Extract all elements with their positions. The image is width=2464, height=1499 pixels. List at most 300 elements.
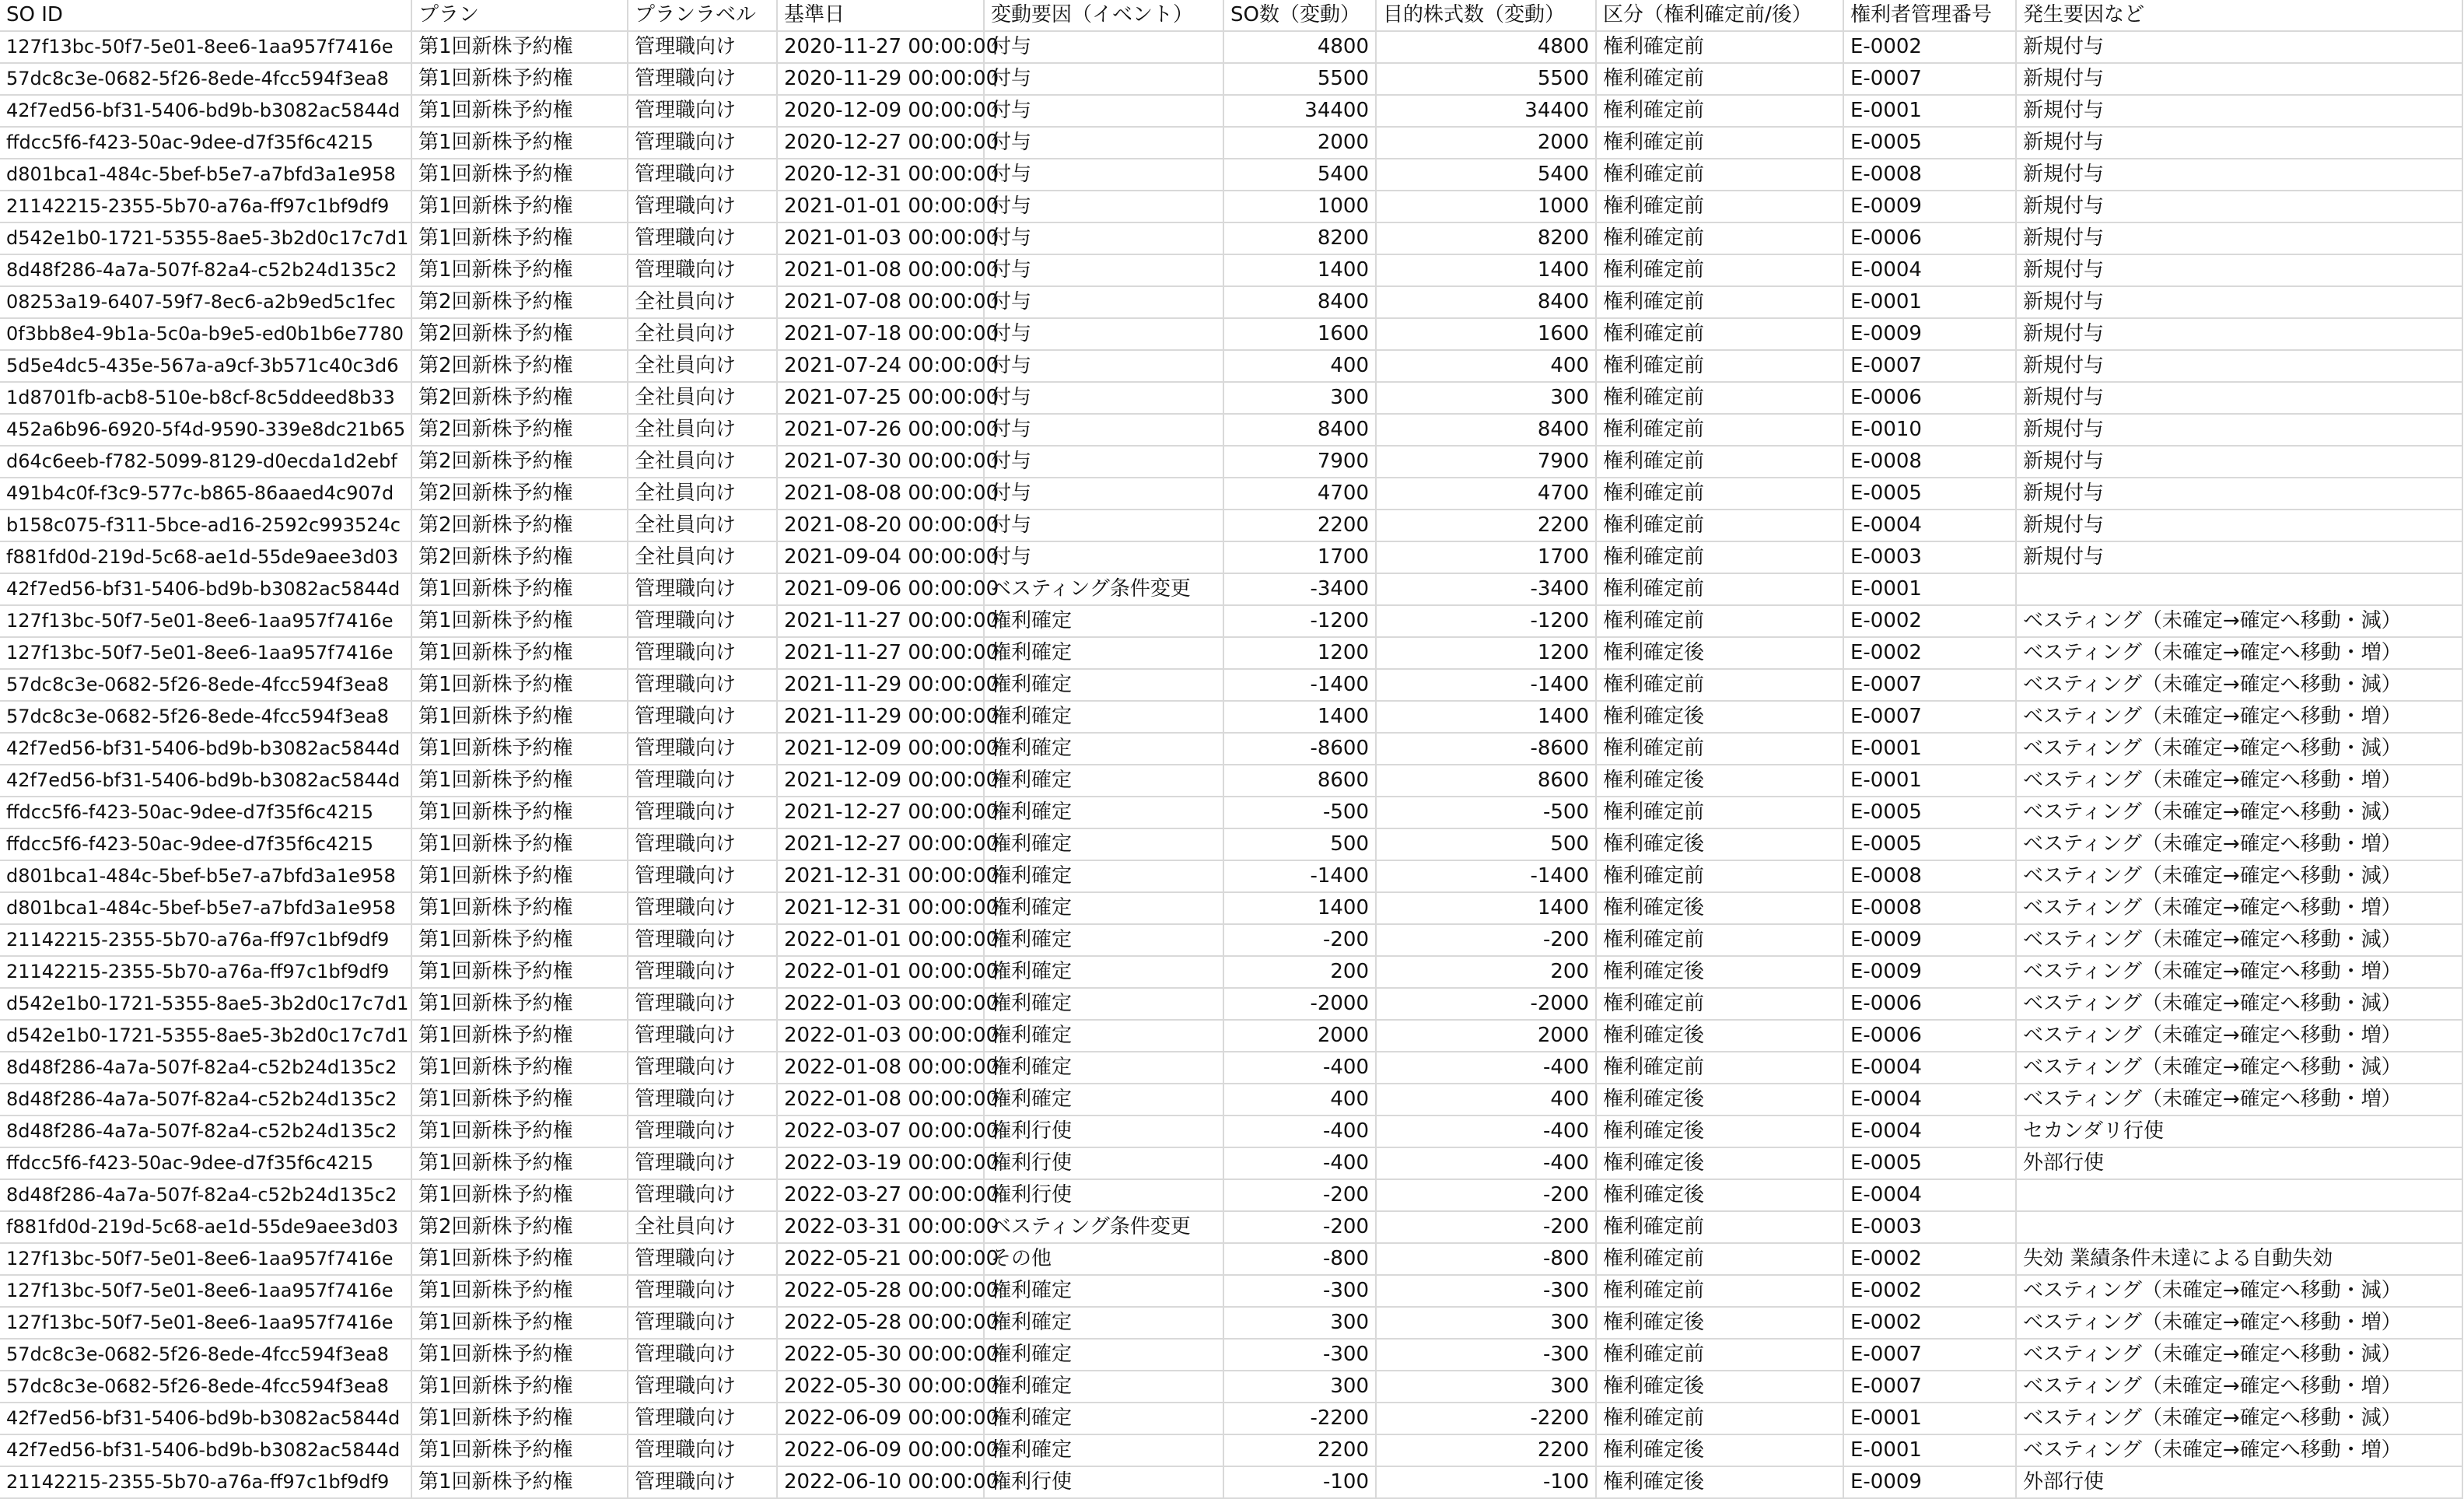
share-count-cell[interactable]: -500 bbox=[1376, 797, 1596, 828]
plan-label-cell[interactable]: 管理職向け bbox=[628, 159, 777, 191]
plan-label-cell[interactable]: 管理職向け bbox=[628, 31, 777, 63]
column-header-so-count[interactable]: SO数（変動） bbox=[1223, 0, 1376, 31]
base-date-cell[interactable]: 2022-03-07 00:00:00 bbox=[777, 1115, 984, 1147]
reason-cell[interactable]: ベスティング（未確定→確定へ移動・増） bbox=[2016, 765, 2462, 797]
base-date-cell[interactable]: 2022-06-09 00:00:00 bbox=[777, 1403, 984, 1434]
holder-id-cell[interactable]: E-0006 bbox=[1843, 222, 2016, 254]
reason-cell[interactable]: 新規付与 bbox=[2016, 414, 2462, 446]
plan-label-cell[interactable]: 管理職向け bbox=[628, 191, 777, 222]
base-date-cell[interactable]: 2022-01-01 00:00:00 bbox=[777, 956, 984, 988]
share-count-cell[interactable]: -2000 bbox=[1376, 988, 1596, 1020]
vesting-status-cell[interactable]: 権利確定前 bbox=[1596, 541, 1843, 573]
plan-cell[interactable]: 第1回新株予約権 bbox=[411, 637, 628, 669]
holder-id-cell[interactable]: E-0001 bbox=[1843, 573, 2016, 605]
holder-id-cell[interactable]: E-0004 bbox=[1843, 1084, 2016, 1115]
vesting-status-cell[interactable]: 権利確定前 bbox=[1596, 127, 1843, 159]
holder-id-cell[interactable]: E-0008 bbox=[1843, 446, 2016, 478]
vesting-status-cell[interactable]: 権利確定前 bbox=[1596, 860, 1843, 892]
holder-id-cell[interactable]: E-0005 bbox=[1843, 478, 2016, 510]
base-date-cell[interactable]: 2021-07-25 00:00:00 bbox=[777, 382, 984, 414]
holder-id-cell[interactable]: E-0010 bbox=[1843, 414, 2016, 446]
event-cell[interactable]: 権利確定 bbox=[984, 924, 1223, 956]
column-header-event[interactable]: 変動要因（イベント） bbox=[984, 0, 1223, 31]
reason-cell[interactable]: ベスティング（未確定→確定へ移動・増） bbox=[2016, 1020, 2462, 1052]
so-id-cell[interactable]: 8d48f286-4a7a-507f-82a4-c52b24d135c2 bbox=[0, 1084, 411, 1115]
base-date-cell[interactable]: 2022-05-21 00:00:00 bbox=[777, 1243, 984, 1275]
vesting-status-cell[interactable]: 権利確定前 bbox=[1596, 1243, 1843, 1275]
vesting-status-cell[interactable]: 権利確定前 bbox=[1596, 733, 1843, 765]
plan-cell[interactable]: 第1回新株予約権 bbox=[411, 988, 628, 1020]
so-id-cell[interactable]: 21142215-2355-5b70-a76a-ff97c1bf9df9 bbox=[0, 1466, 411, 1498]
reason-cell[interactable]: ベスティング（未確定→確定へ移動・増） bbox=[2016, 892, 2462, 924]
so-count-cell[interactable]: -8600 bbox=[1223, 733, 1376, 765]
plan-cell[interactable]: 第1回新株予約権 bbox=[411, 191, 628, 222]
holder-id-cell[interactable]: E-0004 bbox=[1843, 1179, 2016, 1211]
event-cell[interactable]: 権利確定 bbox=[984, 956, 1223, 988]
event-cell[interactable]: 権利確定 bbox=[984, 892, 1223, 924]
so-count-cell[interactable]: 2200 bbox=[1223, 510, 1376, 541]
plan-label-cell[interactable]: 全社員向け bbox=[628, 414, 777, 446]
plan-cell[interactable]: 第1回新株予約権 bbox=[411, 1243, 628, 1275]
base-date-cell[interactable]: 2022-05-28 00:00:00 bbox=[777, 1307, 984, 1339]
plan-label-cell[interactable]: 管理職向け bbox=[628, 605, 777, 637]
event-cell[interactable]: 付与 bbox=[984, 159, 1223, 191]
so-count-cell[interactable]: 400 bbox=[1223, 350, 1376, 382]
base-date-cell[interactable]: 2021-09-06 00:00:00 bbox=[777, 573, 984, 605]
base-date-cell[interactable]: 2021-12-31 00:00:00 bbox=[777, 892, 984, 924]
vesting-status-cell[interactable]: 権利確定前 bbox=[1596, 446, 1843, 478]
event-cell[interactable]: 付与 bbox=[984, 31, 1223, 63]
reason-cell[interactable]: ベスティング（未確定→確定へ移動・増） bbox=[2016, 637, 2462, 669]
event-cell[interactable]: 付与 bbox=[984, 63, 1223, 95]
holder-id-cell[interactable]: E-0007 bbox=[1843, 1371, 2016, 1403]
plan-cell[interactable]: 第1回新株予約権 bbox=[411, 605, 628, 637]
share-count-cell[interactable]: -1400 bbox=[1376, 860, 1596, 892]
reason-cell[interactable]: ベスティング（未確定→確定へ移動・増） bbox=[2016, 701, 2462, 733]
so-id-cell[interactable]: 57dc8c3e-0682-5f26-8ede-4fcc594f3ea8 bbox=[0, 669, 411, 701]
plan-label-cell[interactable]: 全社員向け bbox=[628, 446, 777, 478]
share-count-cell[interactable]: -200 bbox=[1376, 924, 1596, 956]
vesting-status-cell[interactable]: 権利確定前 bbox=[1596, 222, 1843, 254]
so-id-cell[interactable]: b158c075-f311-5bce-ad16-2592c993524c bbox=[0, 510, 411, 541]
event-cell[interactable]: 付与 bbox=[984, 286, 1223, 318]
base-date-cell[interactable]: 2022-01-03 00:00:00 bbox=[777, 988, 984, 1020]
vesting-status-cell[interactable]: 権利確定前 bbox=[1596, 286, 1843, 318]
plan-cell[interactable]: 第1回新株予約権 bbox=[411, 860, 628, 892]
plan-cell[interactable]: 第2回新株予約権 bbox=[411, 478, 628, 510]
plan-label-cell[interactable]: 全社員向け bbox=[628, 478, 777, 510]
so-id-cell[interactable]: 127f13bc-50f7-5e01-8ee6-1aa957f7416e bbox=[0, 1307, 411, 1339]
reason-cell[interactable]: ベスティング（未確定→確定へ移動・減） bbox=[2016, 1403, 2462, 1434]
base-date-cell[interactable]: 2022-05-30 00:00:00 bbox=[777, 1371, 984, 1403]
so-id-cell[interactable]: 57dc8c3e-0682-5f26-8ede-4fcc594f3ea8 bbox=[0, 1339, 411, 1371]
so-id-cell[interactable]: d542e1b0-1721-5355-8ae5-3b2d0c17c7d1 bbox=[0, 222, 411, 254]
share-count-cell[interactable]: 8200 bbox=[1376, 222, 1596, 254]
column-header-holder-id[interactable]: 権利者管理番号 bbox=[1843, 0, 2016, 31]
holder-id-cell[interactable]: E-0001 bbox=[1843, 286, 2016, 318]
so-id-cell[interactable]: ffdcc5f6-f423-50ac-9dee-d7f35f6c4215 bbox=[0, 127, 411, 159]
vesting-status-cell[interactable]: 権利確定前 bbox=[1596, 31, 1843, 63]
so-count-cell[interactable]: -300 bbox=[1223, 1275, 1376, 1307]
plan-cell[interactable]: 第1回新株予約権 bbox=[411, 765, 628, 797]
so-count-cell[interactable]: 1200 bbox=[1223, 637, 1376, 669]
vesting-status-cell[interactable]: 権利確定後 bbox=[1596, 1020, 1843, 1052]
event-cell[interactable]: 付与 bbox=[984, 446, 1223, 478]
event-cell[interactable]: 権利確定 bbox=[984, 1084, 1223, 1115]
vesting-status-cell[interactable]: 権利確定前 bbox=[1596, 95, 1843, 127]
so-count-cell[interactable]: -200 bbox=[1223, 1211, 1376, 1243]
plan-cell[interactable]: 第1回新株予約権 bbox=[411, 254, 628, 286]
so-id-cell[interactable]: 42f7ed56-bf31-5406-bd9b-b3082ac5844d bbox=[0, 1403, 411, 1434]
share-count-cell[interactable]: -200 bbox=[1376, 1179, 1596, 1211]
so-count-cell[interactable]: -500 bbox=[1223, 797, 1376, 828]
vesting-status-cell[interactable]: 権利確定前 bbox=[1596, 63, 1843, 95]
plan-label-cell[interactable]: 管理職向け bbox=[628, 669, 777, 701]
plan-label-cell[interactable]: 管理職向け bbox=[628, 988, 777, 1020]
event-cell[interactable]: 権利確定 bbox=[984, 828, 1223, 860]
vesting-status-cell[interactable]: 権利確定前 bbox=[1596, 382, 1843, 414]
share-count-cell[interactable]: 5500 bbox=[1376, 63, 1596, 95]
share-count-cell[interactable]: -1200 bbox=[1376, 605, 1596, 637]
plan-cell[interactable]: 第2回新株予約権 bbox=[411, 510, 628, 541]
event-cell[interactable]: 権利確定 bbox=[984, 1403, 1223, 1434]
reason-cell[interactable]: 外部行使 bbox=[2016, 1466, 2462, 1498]
event-cell[interactable]: 権利確定 bbox=[984, 1371, 1223, 1403]
plan-cell[interactable]: 第1回新株予約権 bbox=[411, 1434, 628, 1466]
reason-cell[interactable]: ベスティング（未確定→確定へ移動・減） bbox=[2016, 797, 2462, 828]
plan-label-cell[interactable]: 管理職向け bbox=[628, 797, 777, 828]
share-count-cell[interactable]: 300 bbox=[1376, 382, 1596, 414]
holder-id-cell[interactable]: E-0004 bbox=[1843, 254, 2016, 286]
reason-cell[interactable]: 新規付与 bbox=[2016, 159, 2462, 191]
plan-cell[interactable]: 第1回新株予約権 bbox=[411, 63, 628, 95]
share-count-cell[interactable]: 2200 bbox=[1376, 1434, 1596, 1466]
reason-cell[interactable]: ベスティング（未確定→確定へ移動・増） bbox=[2016, 1371, 2462, 1403]
reason-cell[interactable]: ベスティング（未確定→確定へ移動・減） bbox=[2016, 605, 2462, 637]
reason-cell[interactable]: 新規付与 bbox=[2016, 350, 2462, 382]
event-cell[interactable]: 権利行使 bbox=[984, 1147, 1223, 1179]
base-date-cell[interactable]: 2021-07-18 00:00:00 bbox=[777, 318, 984, 350]
plan-cell[interactable]: 第1回新株予約権 bbox=[411, 222, 628, 254]
share-count-cell[interactable]: 2200 bbox=[1376, 510, 1596, 541]
base-date-cell[interactable]: 2022-05-30 00:00:00 bbox=[777, 1339, 984, 1371]
vesting-status-cell[interactable]: 権利確定前 bbox=[1596, 573, 1843, 605]
plan-cell[interactable]: 第1回新株予約権 bbox=[411, 701, 628, 733]
reason-cell[interactable]: セカンダリ行使 bbox=[2016, 1115, 2462, 1147]
so-id-cell[interactable]: d542e1b0-1721-5355-8ae5-3b2d0c17c7d1 bbox=[0, 988, 411, 1020]
reason-cell[interactable]: 新規付与 bbox=[2016, 31, 2462, 63]
base-date-cell[interactable]: 2022-03-19 00:00:00 bbox=[777, 1147, 984, 1179]
reason-cell[interactable]: 新規付与 bbox=[2016, 95, 2462, 127]
base-date-cell[interactable]: 2021-01-01 00:00:00 bbox=[777, 191, 984, 222]
so-id-cell[interactable]: 42f7ed56-bf31-5406-bd9b-b3082ac5844d bbox=[0, 733, 411, 765]
so-count-cell[interactable]: 1400 bbox=[1223, 892, 1376, 924]
so-count-cell[interactable]: -1400 bbox=[1223, 860, 1376, 892]
so-count-cell[interactable]: -2000 bbox=[1223, 988, 1376, 1020]
plan-cell[interactable]: 第1回新株予約権 bbox=[411, 669, 628, 701]
holder-id-cell[interactable]: E-0001 bbox=[1843, 1434, 2016, 1466]
share-count-cell[interactable]: -200 bbox=[1376, 1211, 1596, 1243]
so-id-cell[interactable]: 5d5e4dc5-435e-567a-a9cf-3b571c40c3d6 bbox=[0, 350, 411, 382]
vesting-status-cell[interactable]: 権利確定後 bbox=[1596, 1307, 1843, 1339]
base-date-cell[interactable]: 2021-09-04 00:00:00 bbox=[777, 541, 984, 573]
plan-cell[interactable]: 第1回新株予約権 bbox=[411, 733, 628, 765]
so-count-cell[interactable]: 8400 bbox=[1223, 286, 1376, 318]
so-id-cell[interactable]: d64c6eeb-f782-5099-8129-d0ecda1d2ebf bbox=[0, 446, 411, 478]
plan-cell[interactable]: 第1回新株予約権 bbox=[411, 1275, 628, 1307]
plan-cell[interactable]: 第2回新株予約権 bbox=[411, 286, 628, 318]
event-cell[interactable]: 付与 bbox=[984, 478, 1223, 510]
so-count-cell[interactable]: 200 bbox=[1223, 956, 1376, 988]
so-count-cell[interactable]: -1200 bbox=[1223, 605, 1376, 637]
base-date-cell[interactable]: 2022-03-27 00:00:00 bbox=[777, 1179, 984, 1211]
holder-id-cell[interactable]: E-0003 bbox=[1843, 541, 2016, 573]
base-date-cell[interactable]: 2022-01-08 00:00:00 bbox=[777, 1084, 984, 1115]
plan-cell[interactable]: 第2回新株予約権 bbox=[411, 382, 628, 414]
event-cell[interactable]: 権利確定 bbox=[984, 1307, 1223, 1339]
so-count-cell[interactable]: 2200 bbox=[1223, 1434, 1376, 1466]
reason-cell[interactable]: ベスティング（未確定→確定へ移動・減） bbox=[2016, 1052, 2462, 1084]
holder-id-cell[interactable]: E-0007 bbox=[1843, 350, 2016, 382]
share-count-cell[interactable]: 200 bbox=[1376, 956, 1596, 988]
share-count-cell[interactable]: 300 bbox=[1376, 1307, 1596, 1339]
vesting-status-cell[interactable]: 権利確定後 bbox=[1596, 828, 1843, 860]
so-id-cell[interactable]: 42f7ed56-bf31-5406-bd9b-b3082ac5844d bbox=[0, 1434, 411, 1466]
so-count-cell[interactable]: 1000 bbox=[1223, 191, 1376, 222]
column-header-reason[interactable]: 発生要因など bbox=[2016, 0, 2462, 31]
so-count-cell[interactable]: 8600 bbox=[1223, 765, 1376, 797]
reason-cell[interactable]: ベスティング（未確定→確定へ移動・減） bbox=[2016, 988, 2462, 1020]
holder-id-cell[interactable]: E-0001 bbox=[1843, 733, 2016, 765]
so-id-cell[interactable]: 21142215-2355-5b70-a76a-ff97c1bf9df9 bbox=[0, 191, 411, 222]
share-count-cell[interactable]: -300 bbox=[1376, 1275, 1596, 1307]
vesting-status-cell[interactable]: 権利確定後 bbox=[1596, 637, 1843, 669]
event-cell[interactable]: 付与 bbox=[984, 350, 1223, 382]
so-id-cell[interactable]: 0f3bb8e4-9b1a-5c0a-b9e5-ed0b1b6e7780 bbox=[0, 318, 411, 350]
reason-cell[interactable]: ベスティング（未確定→確定へ移動・増） bbox=[2016, 1084, 2462, 1115]
share-count-cell[interactable]: -400 bbox=[1376, 1147, 1596, 1179]
reason-cell[interactable]: ベスティング（未確定→確定へ移動・減） bbox=[2016, 924, 2462, 956]
vesting-status-cell[interactable]: 権利確定前 bbox=[1596, 669, 1843, 701]
plan-label-cell[interactable]: 管理職向け bbox=[628, 1371, 777, 1403]
plan-cell[interactable]: 第1回新株予約権 bbox=[411, 797, 628, 828]
plan-label-cell[interactable]: 管理職向け bbox=[628, 1020, 777, 1052]
so-id-cell[interactable]: ffdcc5f6-f423-50ac-9dee-d7f35f6c4215 bbox=[0, 828, 411, 860]
vesting-status-cell[interactable]: 権利確定後 bbox=[1596, 1147, 1843, 1179]
plan-cell[interactable]: 第1回新株予約権 bbox=[411, 1466, 628, 1498]
plan-cell[interactable]: 第2回新株予約権 bbox=[411, 414, 628, 446]
plan-cell[interactable]: 第1回新株予約権 bbox=[411, 1115, 628, 1147]
holder-id-cell[interactable]: E-0009 bbox=[1843, 924, 2016, 956]
event-cell[interactable]: 権利行使 bbox=[984, 1115, 1223, 1147]
event-cell[interactable]: 権利確定 bbox=[984, 1052, 1223, 1084]
event-cell[interactable]: 権利確定 bbox=[984, 1339, 1223, 1371]
so-count-cell[interactable]: 1400 bbox=[1223, 254, 1376, 286]
so-count-cell[interactable]: 2000 bbox=[1223, 1020, 1376, 1052]
share-count-cell[interactable]: -1400 bbox=[1376, 669, 1596, 701]
plan-label-cell[interactable]: 管理職向け bbox=[628, 1339, 777, 1371]
plan-cell[interactable]: 第1回新株予約権 bbox=[411, 1371, 628, 1403]
share-count-cell[interactable]: 7900 bbox=[1376, 446, 1596, 478]
so-id-cell[interactable]: 08253a19-6407-59f7-8ec6-a2b9ed5c1fec bbox=[0, 286, 411, 318]
plan-label-cell[interactable]: 全社員向け bbox=[628, 286, 777, 318]
vesting-status-cell[interactable]: 権利確定後 bbox=[1596, 1371, 1843, 1403]
base-date-cell[interactable]: 2021-12-09 00:00:00 bbox=[777, 733, 984, 765]
plan-label-cell[interactable]: 管理職向け bbox=[628, 127, 777, 159]
so-count-cell[interactable]: -3400 bbox=[1223, 573, 1376, 605]
plan-cell[interactable]: 第1回新株予約権 bbox=[411, 924, 628, 956]
column-header-share-count[interactable]: 目的株式数（変動） bbox=[1376, 0, 1596, 31]
reason-cell[interactable] bbox=[2016, 573, 2462, 605]
event-cell[interactable]: 付与 bbox=[984, 191, 1223, 222]
share-count-cell[interactable]: 8400 bbox=[1376, 414, 1596, 446]
reason-cell[interactable]: 新規付与 bbox=[2016, 541, 2462, 573]
share-count-cell[interactable]: 1600 bbox=[1376, 318, 1596, 350]
event-cell[interactable]: 付与 bbox=[984, 254, 1223, 286]
event-cell[interactable]: 権利確定 bbox=[984, 669, 1223, 701]
event-cell[interactable]: 権利確定 bbox=[984, 637, 1223, 669]
so-count-cell[interactable]: 1600 bbox=[1223, 318, 1376, 350]
share-count-cell[interactable]: 500 bbox=[1376, 828, 1596, 860]
plan-cell[interactable]: 第2回新株予約権 bbox=[411, 541, 628, 573]
base-date-cell[interactable]: 2022-01-08 00:00:00 bbox=[777, 1052, 984, 1084]
base-date-cell[interactable]: 2021-12-09 00:00:00 bbox=[777, 765, 984, 797]
holder-id-cell[interactable]: E-0009 bbox=[1843, 1466, 2016, 1498]
so-count-cell[interactable]: -100 bbox=[1223, 1466, 1376, 1498]
holder-id-cell[interactable]: E-0002 bbox=[1843, 1243, 2016, 1275]
plan-label-cell[interactable]: 管理職向け bbox=[628, 860, 777, 892]
vesting-status-cell[interactable]: 権利確定前 bbox=[1596, 1339, 1843, 1371]
plan-label-cell[interactable]: 管理職向け bbox=[628, 222, 777, 254]
holder-id-cell[interactable]: E-0002 bbox=[1843, 637, 2016, 669]
holder-id-cell[interactable]: E-0007 bbox=[1843, 701, 2016, 733]
so-count-cell[interactable]: -400 bbox=[1223, 1052, 1376, 1084]
base-date-cell[interactable]: 2021-11-29 00:00:00 bbox=[777, 669, 984, 701]
so-count-cell[interactable]: -200 bbox=[1223, 1179, 1376, 1211]
column-header-plan-label[interactable]: プランラベル bbox=[628, 0, 777, 31]
plan-label-cell[interactable]: 全社員向け bbox=[628, 382, 777, 414]
vesting-status-cell[interactable]: 権利確定後 bbox=[1596, 1434, 1843, 1466]
event-cell[interactable]: 付与 bbox=[984, 127, 1223, 159]
base-date-cell[interactable]: 2021-11-29 00:00:00 bbox=[777, 701, 984, 733]
column-header-so-id[interactable]: SO ID bbox=[0, 0, 411, 31]
plan-cell[interactable]: 第1回新株予約権 bbox=[411, 95, 628, 127]
so-id-cell[interactable]: 42f7ed56-bf31-5406-bd9b-b3082ac5844d bbox=[0, 765, 411, 797]
reason-cell[interactable]: ベスティング（未確定→確定へ移動・減） bbox=[2016, 1339, 2462, 1371]
event-cell[interactable]: 権利確定 bbox=[984, 860, 1223, 892]
base-date-cell[interactable]: 2021-07-30 00:00:00 bbox=[777, 446, 984, 478]
holder-id-cell[interactable]: E-0005 bbox=[1843, 797, 2016, 828]
share-count-cell[interactable]: -400 bbox=[1376, 1115, 1596, 1147]
so-count-cell[interactable]: -300 bbox=[1223, 1339, 1376, 1371]
base-date-cell[interactable]: 2020-11-27 00:00:00 bbox=[777, 31, 984, 63]
reason-cell[interactable]: 新規付与 bbox=[2016, 191, 2462, 222]
base-date-cell[interactable]: 2022-03-31 00:00:00 bbox=[777, 1211, 984, 1243]
holder-id-cell[interactable]: E-0002 bbox=[1843, 605, 2016, 637]
vesting-status-cell[interactable]: 権利確定前 bbox=[1596, 1403, 1843, 1434]
plan-label-cell[interactable]: 管理職向け bbox=[628, 956, 777, 988]
plan-cell[interactable]: 第2回新株予約権 bbox=[411, 318, 628, 350]
base-date-cell[interactable]: 2020-11-29 00:00:00 bbox=[777, 63, 984, 95]
holder-id-cell[interactable]: E-0002 bbox=[1843, 31, 2016, 63]
plan-label-cell[interactable]: 管理職向け bbox=[628, 828, 777, 860]
so-id-cell[interactable]: d801bca1-484c-5bef-b5e7-a7bfd3a1e958 bbox=[0, 892, 411, 924]
event-cell[interactable]: 権利確定 bbox=[984, 1434, 1223, 1466]
plan-cell[interactable]: 第1回新株予約権 bbox=[411, 892, 628, 924]
so-id-cell[interactable]: 491b4c0f-f3c9-577c-b865-86aaed4c907d bbox=[0, 478, 411, 510]
so-id-cell[interactable]: 8d48f286-4a7a-507f-82a4-c52b24d135c2 bbox=[0, 1179, 411, 1211]
reason-cell[interactable]: 失効 業績条件未達による自動失効 bbox=[2016, 1243, 2462, 1275]
vesting-status-cell[interactable]: 権利確定後 bbox=[1596, 956, 1843, 988]
so-id-cell[interactable]: d542e1b0-1721-5355-8ae5-3b2d0c17c7d1 bbox=[0, 1020, 411, 1052]
vesting-status-cell[interactable]: 権利確定前 bbox=[1596, 478, 1843, 510]
vesting-status-cell[interactable]: 権利確定前 bbox=[1596, 510, 1843, 541]
share-count-cell[interactable]: 4800 bbox=[1376, 31, 1596, 63]
plan-cell[interactable]: 第2回新株予約権 bbox=[411, 446, 628, 478]
event-cell[interactable]: 付与 bbox=[984, 541, 1223, 573]
plan-label-cell[interactable]: 管理職向け bbox=[628, 1466, 777, 1498]
so-count-cell[interactable]: 300 bbox=[1223, 1307, 1376, 1339]
vesting-status-cell[interactable]: 権利確定前 bbox=[1596, 1052, 1843, 1084]
plan-label-cell[interactable]: 全社員向け bbox=[628, 510, 777, 541]
event-cell[interactable]: 権利確定 bbox=[984, 797, 1223, 828]
so-id-cell[interactable]: ffdcc5f6-f423-50ac-9dee-d7f35f6c4215 bbox=[0, 797, 411, 828]
plan-cell[interactable]: 第1回新株予約権 bbox=[411, 1179, 628, 1211]
so-count-cell[interactable]: 2000 bbox=[1223, 127, 1376, 159]
share-count-cell[interactable]: 1400 bbox=[1376, 254, 1596, 286]
column-header-plan[interactable]: プラン bbox=[411, 0, 628, 31]
plan-cell[interactable]: 第1回新株予約権 bbox=[411, 1020, 628, 1052]
event-cell[interactable]: 権利行使 bbox=[984, 1466, 1223, 1498]
so-count-cell[interactable]: -800 bbox=[1223, 1243, 1376, 1275]
share-count-cell[interactable]: -300 bbox=[1376, 1339, 1596, 1371]
base-date-cell[interactable]: 2021-07-24 00:00:00 bbox=[777, 350, 984, 382]
base-date-cell[interactable]: 2020-12-09 00:00:00 bbox=[777, 95, 984, 127]
base-date-cell[interactable]: 2021-08-08 00:00:00 bbox=[777, 478, 984, 510]
plan-label-cell[interactable]: 全社員向け bbox=[628, 541, 777, 573]
holder-id-cell[interactable]: E-0007 bbox=[1843, 669, 2016, 701]
base-date-cell[interactable]: 2022-06-09 00:00:00 bbox=[777, 1434, 984, 1466]
vesting-status-cell[interactable]: 権利確定後 bbox=[1596, 701, 1843, 733]
event-cell[interactable]: 権利確定 bbox=[984, 1020, 1223, 1052]
reason-cell[interactable]: 新規付与 bbox=[2016, 222, 2462, 254]
so-count-cell[interactable]: 300 bbox=[1223, 382, 1376, 414]
holder-id-cell[interactable]: E-0009 bbox=[1843, 956, 2016, 988]
so-count-cell[interactable]: 4800 bbox=[1223, 31, 1376, 63]
event-cell[interactable]: 付与 bbox=[984, 414, 1223, 446]
plan-label-cell[interactable]: 管理職向け bbox=[628, 254, 777, 286]
plan-cell[interactable]: 第2回新株予約権 bbox=[411, 350, 628, 382]
vesting-status-cell[interactable]: 権利確定後 bbox=[1596, 765, 1843, 797]
reason-cell[interactable]: ベスティング（未確定→確定へ移動・減） bbox=[2016, 733, 2462, 765]
vesting-status-cell[interactable]: 権利確定前 bbox=[1596, 254, 1843, 286]
holder-id-cell[interactable]: E-0002 bbox=[1843, 1307, 2016, 1339]
so-id-cell[interactable]: f881fd0d-219d-5c68-ae1d-55de9aee3d03 bbox=[0, 1211, 411, 1243]
holder-id-cell[interactable]: E-0007 bbox=[1843, 1339, 2016, 1371]
so-count-cell[interactable]: 5500 bbox=[1223, 63, 1376, 95]
plan-cell[interactable]: 第1回新株予約権 bbox=[411, 573, 628, 605]
share-count-cell[interactable]: 1400 bbox=[1376, 892, 1596, 924]
share-count-cell[interactable]: 400 bbox=[1376, 350, 1596, 382]
holder-id-cell[interactable]: E-0001 bbox=[1843, 765, 2016, 797]
base-date-cell[interactable]: 2021-01-03 00:00:00 bbox=[777, 222, 984, 254]
event-cell[interactable]: 権利確定 bbox=[984, 605, 1223, 637]
holder-id-cell[interactable]: E-0009 bbox=[1843, 318, 2016, 350]
share-count-cell[interactable]: 2000 bbox=[1376, 1020, 1596, 1052]
event-cell[interactable]: 権利確定 bbox=[984, 733, 1223, 765]
so-id-cell[interactable]: f881fd0d-219d-5c68-ae1d-55de9aee3d03 bbox=[0, 541, 411, 573]
reason-cell[interactable]: 新規付与 bbox=[2016, 478, 2462, 510]
